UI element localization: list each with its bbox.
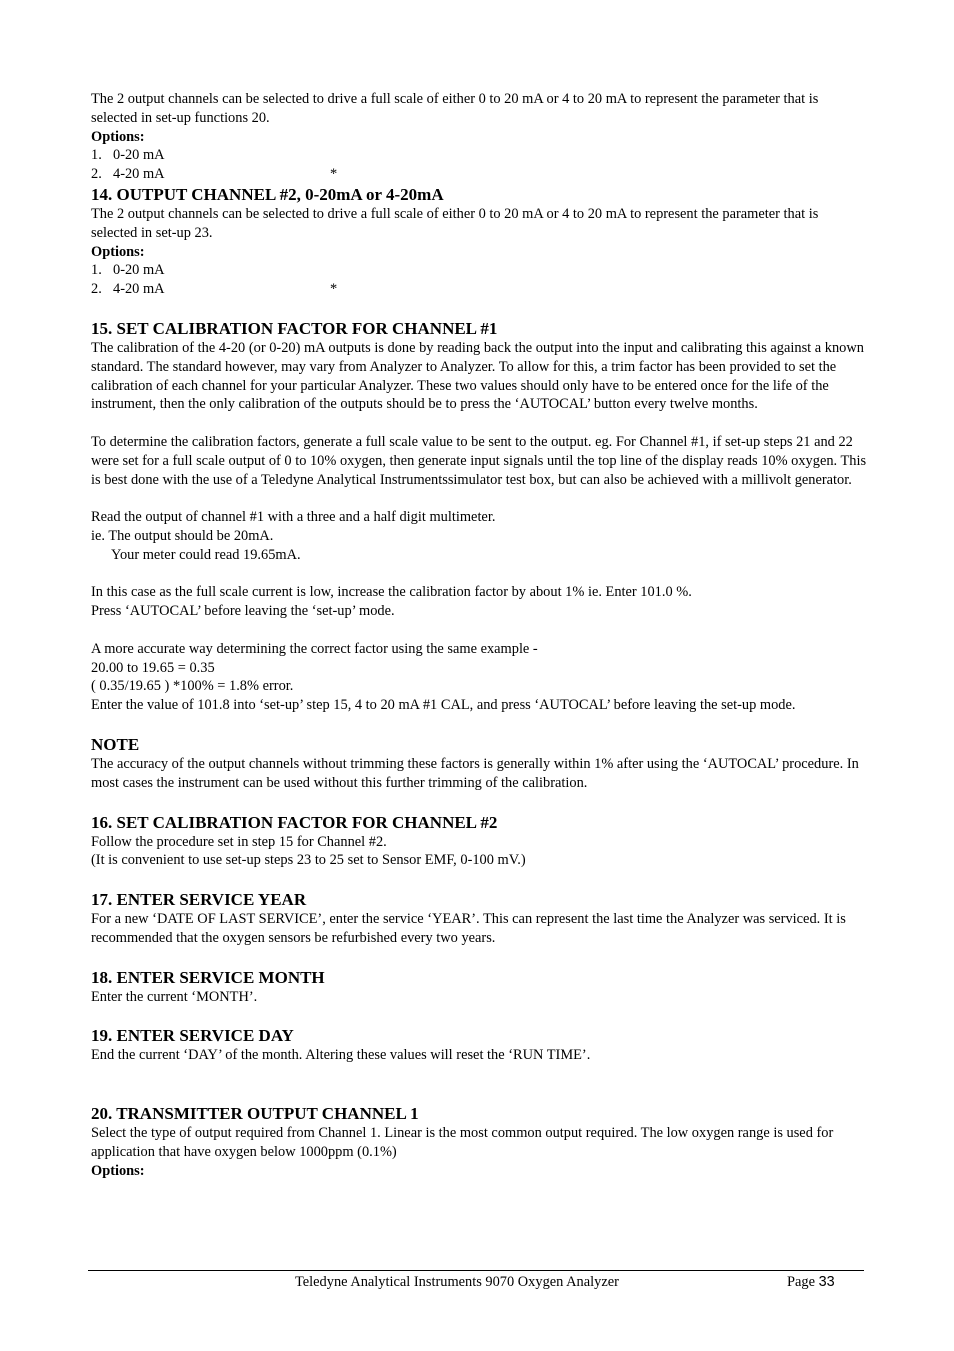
option-number: 1. (91, 147, 102, 164)
section-15-read-line: Read the output of channel #1 with a three and a half digit multimeter. (91, 509, 496, 526)
section-14-heading: 14. OUTPUT CHANNEL #2, 0-20mA or 4-20mA (91, 184, 444, 204)
section-16-heading: 16. SET CALIBRATION FACTOR FOR CHANNEL #2 (91, 812, 498, 832)
option-number: 1. (91, 262, 102, 279)
section-19-heading: 19. ENTER SERVICE DAY (91, 1026, 294, 1046)
section-15-case-line: In this case as the full scale current is low, increase the calibration factor by about 1% ie. Enter 101.0 %. (91, 584, 692, 601)
section-15-paragraph-2: To determine the calibration factors, generate a full scale value to be sent to the output. eg. For Channel #1, if set-up steps 21 and 22 were set for a full scale output of 0 to 10% oxygen, then generate input signals until the top line of the display reads 10% oxygen. This is best done with the use of a Teledyne Analytical Instrumentssimulator test box, but can also be achieved with a millivolt generator. (91, 433, 867, 488)
page-label: Page (787, 1274, 819, 1290)
list-item (91, 280, 867, 299)
section-17-paragraph: For a new ‘DATE OF LAST SERVICE’, enter the service ‘YEAR’. This can represent the last time the Analyzer was serviced. It is recommended that the oxygen sensors be refurbished every two years. (91, 911, 846, 946)
section-20-options-label: Options: (91, 1162, 145, 1179)
intro-options-label: Options: (91, 128, 145, 145)
option-text: 4-20 mA (113, 166, 165, 183)
footer-divider (88, 1270, 864, 1271)
section-15-calc-1: 20.00 to 19.65 = 0.35 (91, 659, 215, 676)
section-15-paragraph-1: The calibration of the 4-20 (or 0-20) mA outputs is done by reading back the output into the input and calibrating this against a known standard. The standard however, may vary from Analyzer to Analyzer. To allow for this, a trim factor has been provided to set the calibration of each channel for your particular Analyzer. These two values should only have to be entered once for the life of the instrument, then the only calibration of the outputs should be to press the ‘AUTOCAL’ button every twelve months. (91, 339, 864, 413)
option-text: 0-20 mA (113, 262, 165, 279)
default-marker: * (330, 166, 338, 183)
page-number (787, 1274, 835, 1291)
footer-title: Teledyne Analytical Instruments 9070 Oxygen Analyzer (295, 1274, 619, 1290)
section-15-ie-line: ie. The output should be 20mA. (91, 527, 274, 544)
list-item (91, 165, 867, 184)
section-17-heading: 17. ENTER SERVICE YEAR (91, 890, 307, 910)
default-marker: * (330, 281, 338, 298)
list-item (91, 146, 867, 165)
note-paragraph: The accuracy of the output channels without trimming these factors is generally within 1% after using the ‘AUTOCAL’ procedure. In most cases the instrument can be used without this further trimming of the calibration. (91, 755, 859, 791)
section-15-enter-line: Enter the value of 101.8 into ‘set-up’ step 15, 4 to 20 mA #1 CAL, and press ‘AUTOCAL’ before leaving the set-up mode. (91, 697, 796, 714)
option-number: 2. (91, 281, 102, 298)
section-20-paragraph: Select the type of output required from Channel 1. Linear is the most common output required. The low oxygen range is used for application that have oxygen below 1000ppm (0.1%) (91, 1125, 834, 1161)
list-item (91, 261, 867, 280)
document-page (91, 90, 867, 1181)
section-16-line-1: Follow the procedure set in step 15 for Channel #2. (91, 833, 387, 850)
option-number: 2. (91, 166, 102, 183)
section-14-paragraph: The 2 output channels can be selected to drive a full scale of either 0 to 20 mA or 4 to 20 mA to represent the parameter that is selected in set-up 23. (91, 205, 819, 241)
section-15-meter-line: Your meter could read 19.65mA. (111, 546, 301, 563)
option-text: 4-20 mA (113, 281, 165, 298)
page-number-value: 33 (818, 1274, 835, 1290)
section-18-paragraph: Enter the current ‘MONTH’. (91, 988, 258, 1005)
section-15-calc-2: ( 0.35/19.65 ) *100% = 1.8% error. (91, 678, 294, 695)
section-20-heading: 20. TRANSMITTER OUTPUT CHANNEL 1 (91, 1104, 419, 1124)
section-14-options-label: Options: (91, 243, 145, 260)
section-15-heading: 15. SET CALIBRATION FACTOR FOR CHANNEL #1 (91, 318, 498, 338)
section-18-heading: 18. ENTER SERVICE MONTH (91, 967, 325, 987)
section-15-accurate-line: A more accurate way determining the correct factor using the same example - (91, 640, 538, 657)
section-15-press-line: Press ‘AUTOCAL’ before leaving the ‘set-up’ mode. (91, 603, 395, 620)
note-heading: NOTE (91, 734, 140, 754)
section-16-line-2: (It is convenient to use set-up steps 23 to 25 set to Sensor EMF, 0-100 mV.) (91, 852, 526, 869)
section-19-paragraph: End the current ‘DAY’ of the month. Altering these values will reset the ‘RUN TIME’. (91, 1047, 591, 1064)
option-text: 0-20 mA (113, 147, 165, 164)
intro-paragraph: The 2 output channels can be selected to drive a full scale of either 0 to 20 mA or 4 to 20 mA to represent the parameter that is selected in set-up functions 20. (91, 91, 819, 126)
